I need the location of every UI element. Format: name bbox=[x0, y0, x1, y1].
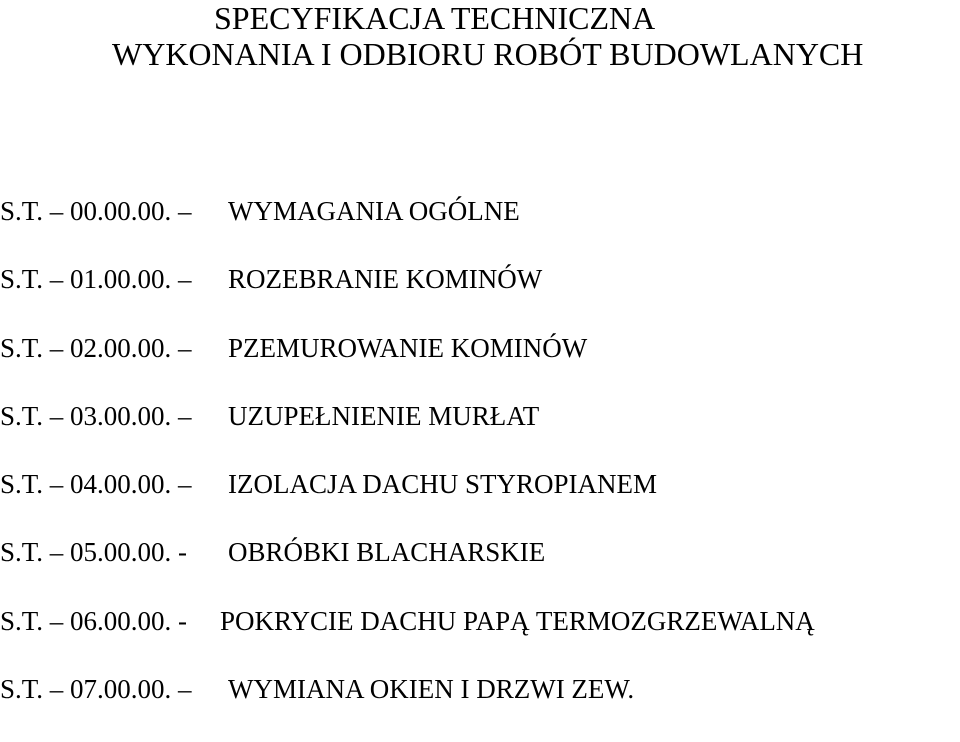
spec-item bbox=[0, 606, 815, 674]
spec-name: IZOLACJA DACHU STYROPIANEM bbox=[228, 469, 658, 500]
document-title-line-2: WYKONANIA I ODBIORU ROBÓT BUDOWLANYCH bbox=[112, 36, 864, 72]
spec-code: S.T. – 03.00.00. – bbox=[0, 400, 192, 431]
spec-item bbox=[0, 333, 815, 401]
spec-code: S.T. – 07.00.00. – bbox=[0, 674, 192, 705]
spec-name: WYMIANA OKIEN I DRZWI ZEW. bbox=[228, 674, 635, 705]
spec-code: S.T. – 01.00.00. – bbox=[0, 264, 192, 295]
spec-item bbox=[0, 196, 815, 264]
spec-item bbox=[0, 537, 815, 605]
spec-name: UZUPEŁNIENIE MURŁAT bbox=[228, 400, 540, 431]
spec-name: OBRÓBKI BLACHARSKIE bbox=[228, 537, 546, 568]
spec-item bbox=[0, 264, 815, 332]
spec-code: S.T. – 05.00.00. - bbox=[0, 537, 187, 568]
spec-code: S.T. – 00.00.00. – bbox=[0, 196, 192, 226]
spec-code: S.T. – 06.00.00. - bbox=[0, 605, 187, 636]
spec-name: ROZEBRANIE KOMINÓW bbox=[228, 264, 543, 295]
spec-name: POKRYCIE DACHU PAPĄ TERMOZGRZEWALNĄ bbox=[220, 605, 815, 636]
spec-item bbox=[0, 469, 815, 537]
spec-item bbox=[0, 401, 815, 469]
spec-code: S.T. – 02.00.00. – bbox=[0, 332, 192, 363]
document-title-line-1: SPECYFIKACJA TECHNICZNA bbox=[214, 0, 656, 36]
spec-name: WYMAGANIA OGÓLNE bbox=[228, 196, 520, 226]
specification-list bbox=[0, 196, 815, 742]
spec-item bbox=[0, 674, 815, 742]
spec-name: PZEMUROWANIE KOMINÓW bbox=[228, 332, 588, 363]
spec-code: S.T. – 04.00.00. – bbox=[0, 469, 192, 500]
